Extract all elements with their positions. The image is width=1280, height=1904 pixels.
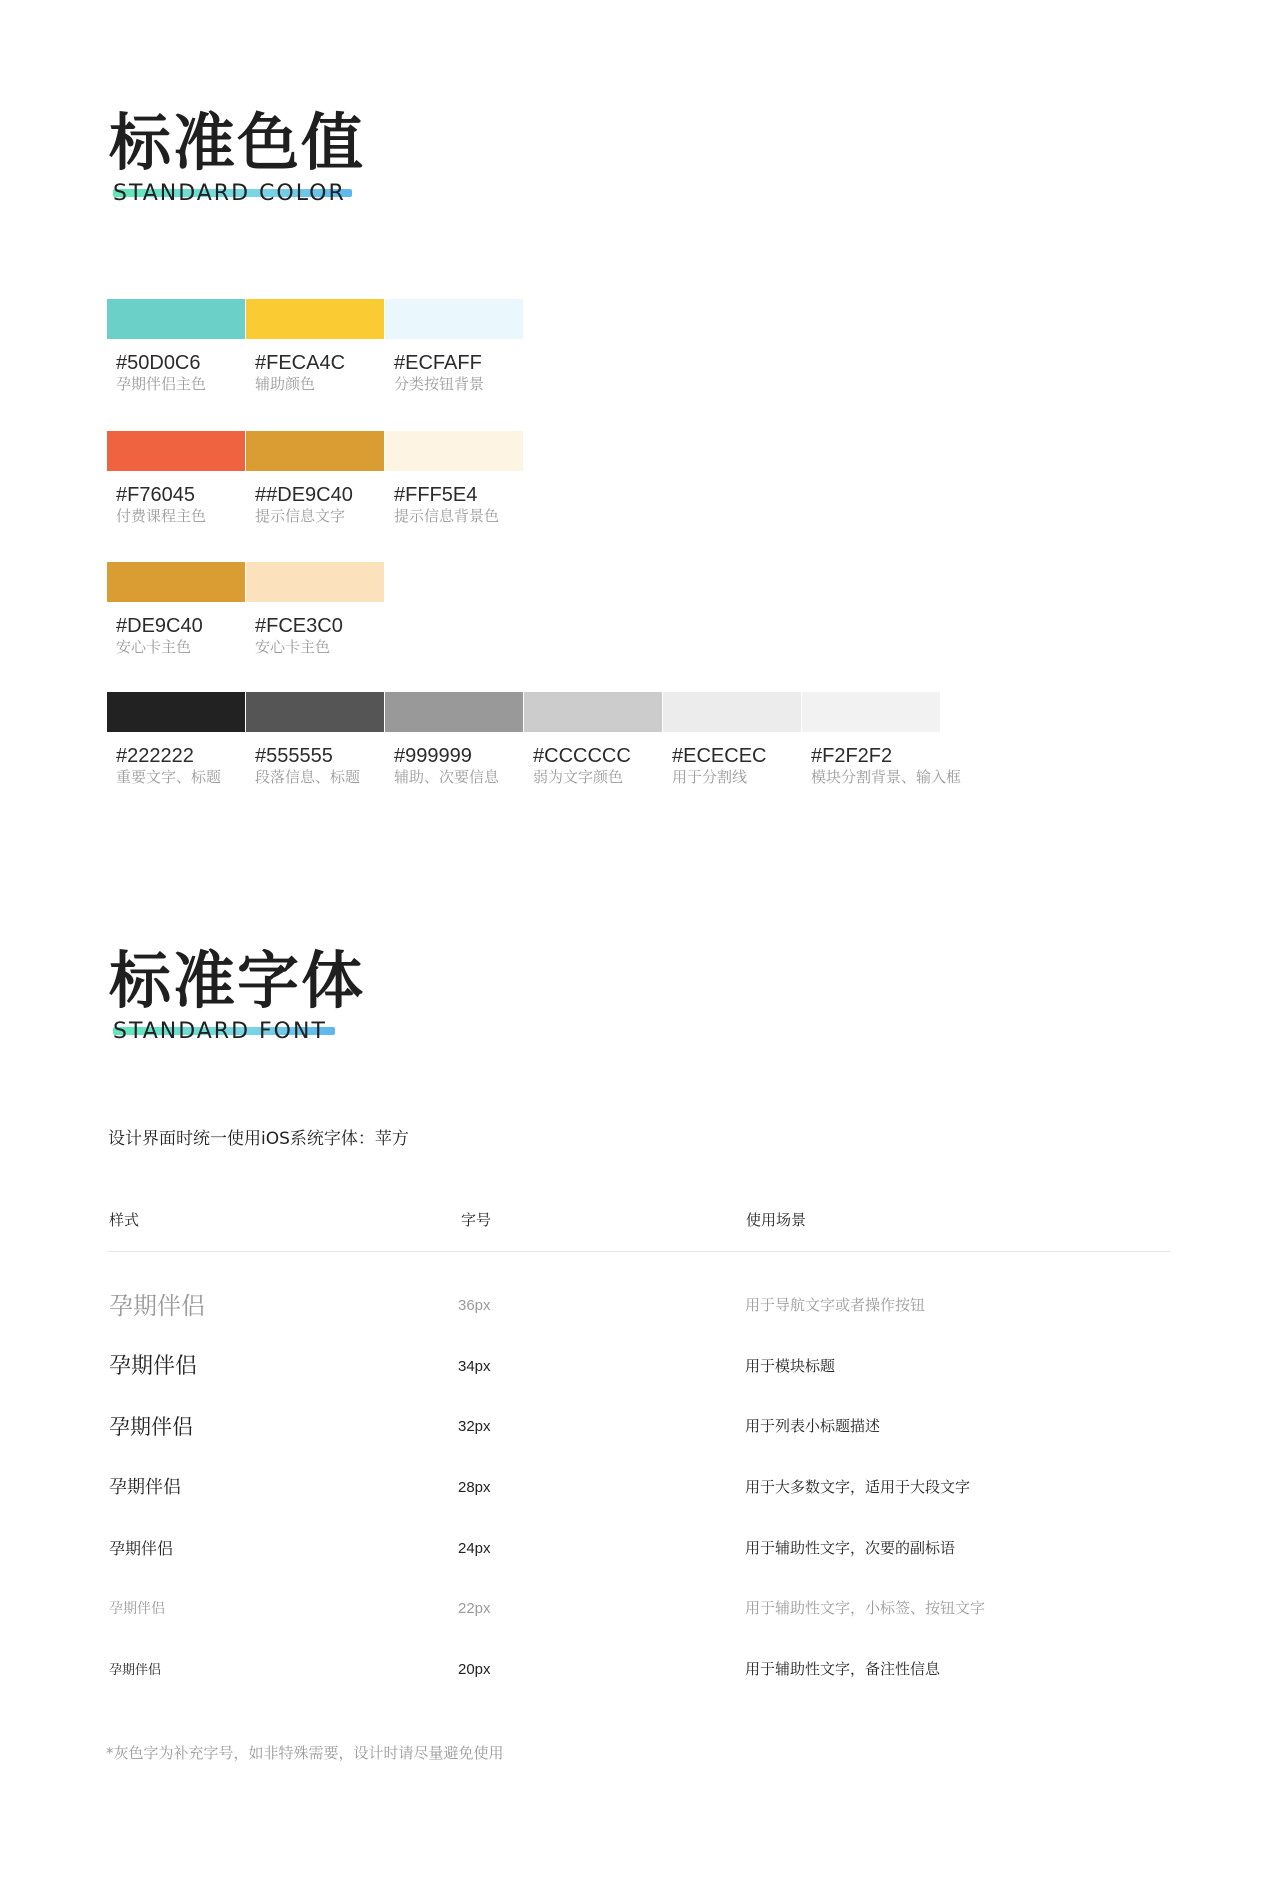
- color-usage-label: 付费课程主色: [116, 507, 207, 525]
- font-sample: 孕期伴侣: [109, 1354, 198, 1379]
- color-usage-label: 孕期伴侣主色: [116, 375, 207, 393]
- font-section-title: 标准字体: [109, 944, 366, 1017]
- color-usage-label: 提示信息文字: [255, 507, 346, 525]
- color-usage-label: 用于分割线: [672, 768, 748, 786]
- color-swatch: [246, 692, 384, 732]
- font-size-value: 28px: [458, 1479, 491, 1496]
- color-usage-label: 辅助、次要信息: [394, 768, 500, 786]
- color-swatch: [107, 299, 245, 339]
- color-hex-label: #50D0C6: [116, 352, 201, 374]
- font-sample: 孕期伴侣: [109, 1539, 174, 1558]
- color-usage-label: 分类按钮背景: [394, 375, 485, 393]
- color-hex-label: #ECECEC: [672, 745, 767, 767]
- color-hex-label: #F2F2F2: [811, 745, 893, 767]
- font-usage: 用于大多数文字，适用于大段文字: [745, 1478, 971, 1496]
- font-size-value: 32px: [458, 1418, 491, 1435]
- font-size-value: 34px: [458, 1358, 491, 1375]
- font-sample: 孕期伴侣: [109, 1414, 193, 1439]
- color-section-title: 标准色值: [109, 106, 366, 179]
- color-swatch: [385, 299, 523, 339]
- color-hex-label: #DE9C40: [116, 615, 203, 637]
- footnote: *灰色字为补充字号，如非特殊需要，设计时请尽量避免使用: [106, 1744, 504, 1762]
- color-hex-label: ##DE9C40: [255, 484, 353, 506]
- font-size-value: 36px: [458, 1297, 491, 1314]
- color-swatch: [524, 692, 662, 732]
- color-hex-label: #999999: [394, 745, 472, 767]
- color-hex-label: #555555: [255, 745, 333, 767]
- header-size: 字号: [461, 1211, 492, 1229]
- font-usage: 用于辅助性文字，次要的副标语: [745, 1539, 956, 1557]
- color-usage-label: 辅助颜色: [255, 375, 316, 393]
- color-swatch: [246, 299, 384, 339]
- color-hex-label: #FCE3C0: [255, 615, 343, 637]
- font-size-value: 22px: [458, 1600, 491, 1617]
- color-swatch: [802, 692, 940, 732]
- font-usage: 用于辅助性文字，小标签、按钮文字: [745, 1599, 986, 1617]
- color-hex-label: #222222: [116, 745, 194, 767]
- color-swatch: [107, 562, 245, 602]
- color-usage-label: 重要文字、标题: [116, 768, 222, 786]
- color-swatch: [246, 431, 384, 471]
- color-swatch: [107, 692, 245, 732]
- color-usage-label: 提示信息背景色: [394, 507, 500, 525]
- font-usage: 用于辅助性文字，备注性信息: [745, 1660, 941, 1678]
- header-usage: 使用场景: [746, 1211, 807, 1229]
- font-sample: 孕期伴侣: [109, 1292, 205, 1320]
- font-size-value: 24px: [458, 1540, 491, 1557]
- color-swatch: [107, 431, 245, 471]
- font-section-subtitle: STANDARD FONT: [113, 1019, 327, 1044]
- color-swatch: [385, 431, 523, 471]
- font-usage: 用于列表小标题描述: [745, 1417, 881, 1435]
- font-intro: 设计界面时统一使用iOS系统字体：苹方: [108, 1129, 409, 1149]
- color-section-subtitle: STANDARD COLOR: [113, 181, 346, 206]
- font-usage: 用于导航文字或者操作按钮: [745, 1296, 926, 1314]
- color-hex-label: #ECFAFF: [394, 352, 482, 374]
- font-sample: 孕期伴侣: [109, 1601, 165, 1617]
- color-hex-label: #CCCCCC: [533, 745, 631, 767]
- color-usage-label: 模块分割背景、输入框: [811, 768, 962, 786]
- table-divider: [108, 1251, 1170, 1252]
- color-usage-label: 弱为文字颜色: [533, 768, 624, 786]
- font-usage: 用于模块标题: [745, 1357, 836, 1375]
- color-swatch: [663, 692, 801, 732]
- color-swatch: [246, 562, 384, 602]
- color-hex-label: #FFF5E4: [394, 484, 478, 506]
- header-style: 样式: [109, 1211, 140, 1229]
- font-sample: 孕期伴侣: [109, 1477, 181, 1498]
- font-size-value: 20px: [458, 1661, 491, 1678]
- color-usage-label: 段落信息、标题: [255, 768, 361, 786]
- color-hex-label: #F76045: [116, 484, 195, 506]
- color-hex-label: #FECA4C: [255, 352, 346, 374]
- font-sample: 孕期伴侣: [109, 1662, 162, 1678]
- color-swatch: [385, 692, 523, 732]
- color-usage-label: 安心卡主色: [116, 638, 192, 656]
- color-usage-label: 安心卡主色: [255, 638, 331, 656]
